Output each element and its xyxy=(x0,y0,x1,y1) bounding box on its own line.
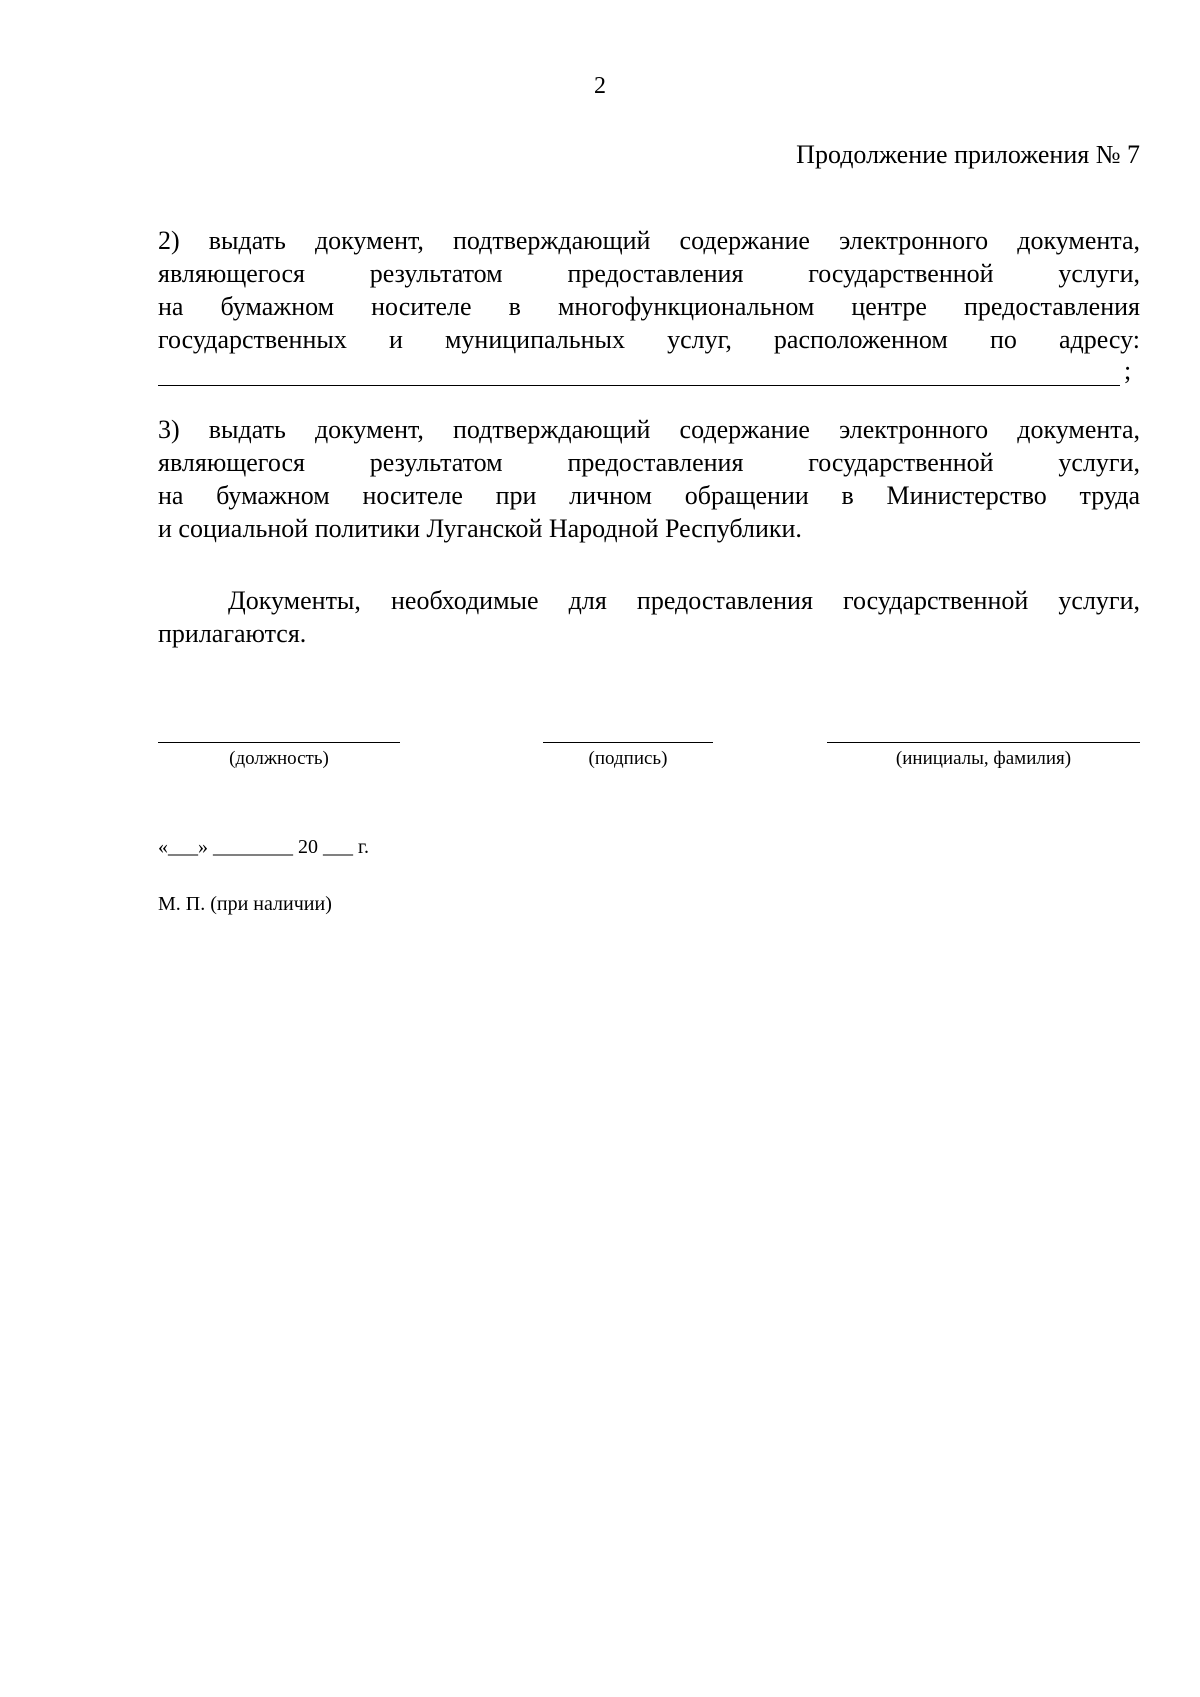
name-caption: (инициалы, фамилия) xyxy=(895,748,1072,769)
item-3-line: на бумажном носителе при личном обращении в Министерство труда xyxy=(158,481,1140,510)
position-blank-line xyxy=(158,742,400,743)
attachments-line: прилагаются. xyxy=(158,619,307,648)
date-line: «___» ________ 20 ___ г. xyxy=(158,836,369,858)
attachments-line: Документы, необходимые для предоставления государственной услуги, xyxy=(228,586,1140,615)
item-2-line: являющегося результатом предоставления государственной услуги, xyxy=(158,259,1140,288)
signature-blank-line xyxy=(543,742,713,743)
seal-note: М. П. (при наличии) xyxy=(158,893,332,915)
signature-caption: (подпись) xyxy=(588,748,668,769)
item-3-line: являющегося результатом предоставления государственной услуги, xyxy=(158,448,1140,477)
item-3-paragraph xyxy=(158,413,1140,545)
appendix-header: Продолжение приложения № 7 xyxy=(796,140,1140,169)
position-caption: (должность) xyxy=(229,748,329,769)
item-2-line: на бумажном носителе в многофункциональном центре предоставления xyxy=(158,292,1140,321)
item-3-line: 3) выдать документ, подтверждающий содержание электронного документа, xyxy=(158,415,1140,444)
address-blank-line xyxy=(158,385,1120,386)
item-2-paragraph xyxy=(158,224,1140,356)
item-2-line: 2) выдать документ, подтверждающий содержание электронного документа, xyxy=(158,226,1140,255)
page-number: 2 xyxy=(594,73,606,99)
name-blank-line xyxy=(827,742,1140,743)
attachments-paragraph xyxy=(158,584,1140,650)
item-2-line: государственных и муниципальных услуг, расположенном по адресу: xyxy=(158,325,1140,354)
address-terminator: ; xyxy=(1124,356,1132,385)
item-3-line: и социальной политики Луганской Народной Республики. xyxy=(158,514,802,543)
